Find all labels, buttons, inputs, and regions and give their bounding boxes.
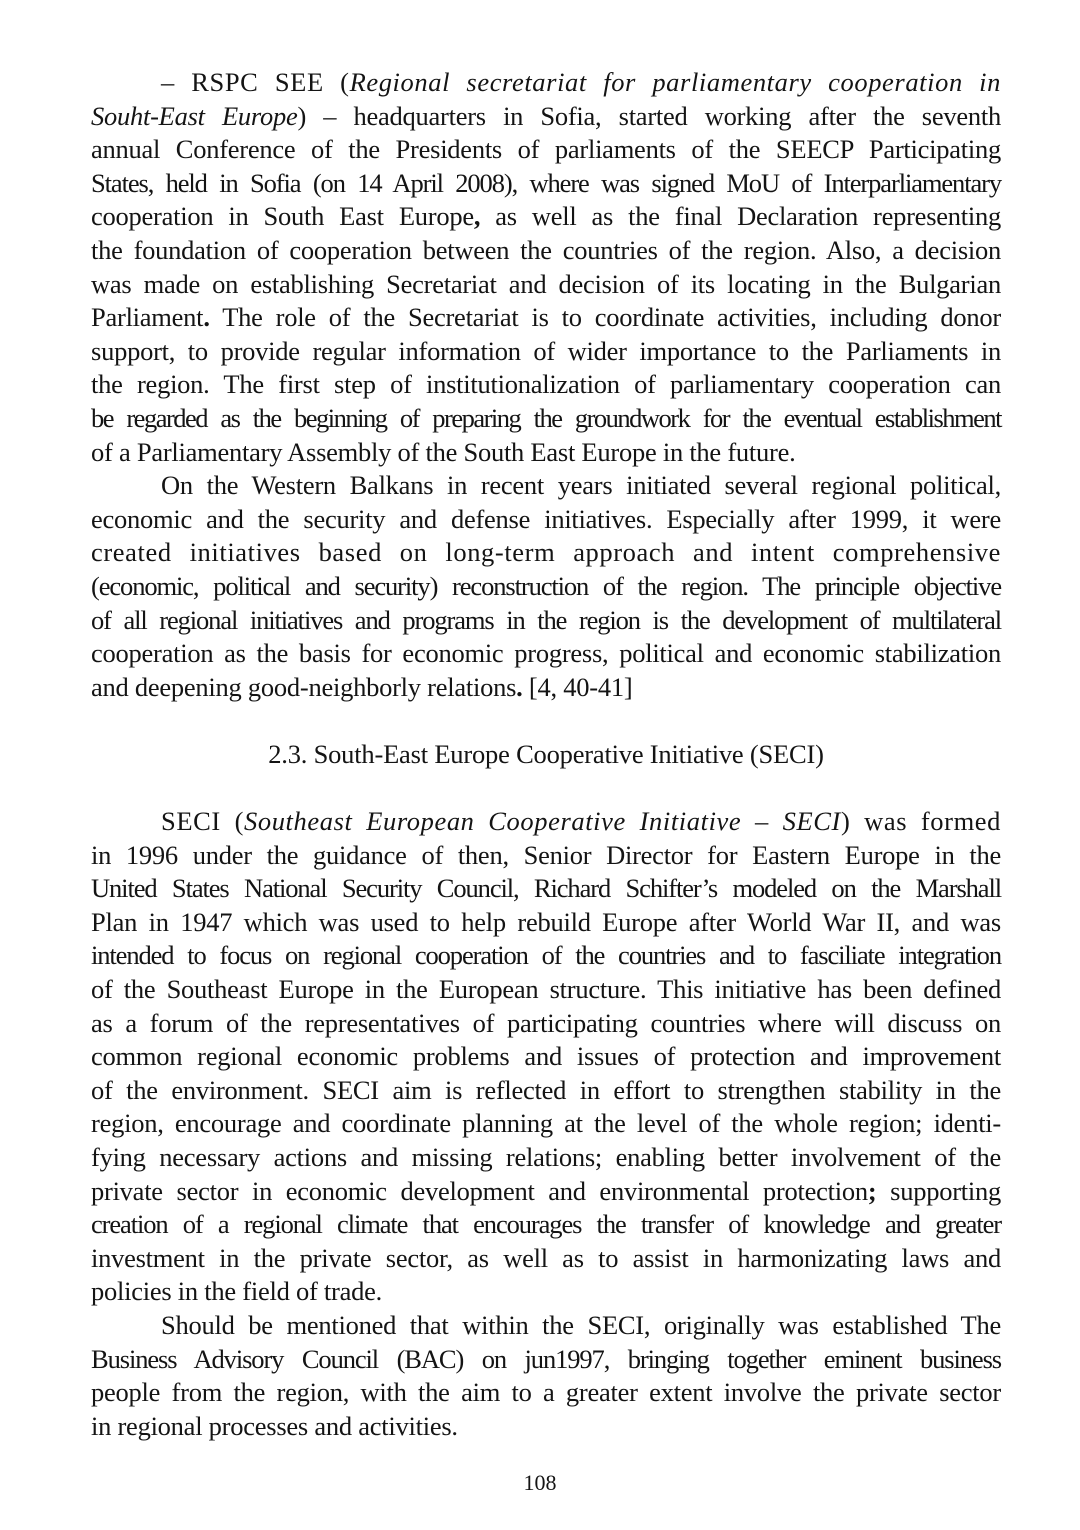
text-line: investment in the private sector, as well as to assist in harmonizating laws and (91, 1242, 1001, 1273)
text-line: policies in the field of trade. (91, 1276, 383, 1307)
bold-run: . (203, 302, 210, 333)
text-line: of the environment. SECI aim is reflected in effort to strengthen stability in the (91, 1074, 1001, 1105)
text-line: States, held in Sofia (on 14 April 2008), where was signed MoU of Interparliamentary (91, 167, 1001, 198)
text-line: be regarded as the beginning of preparing the groundwork for the eventual establishment (91, 402, 1001, 433)
text-line: region, encourage and coordinate planning at the level of the whole region; identi- (91, 1108, 1001, 1139)
text-line (91, 805, 1001, 839)
text-run: supporting (876, 1175, 1001, 1206)
text-run: and deepening good-neighborly relations (91, 671, 517, 702)
page-number: 108 (523, 1470, 557, 1495)
text-run: Parliament (91, 302, 204, 333)
text-line: (economic, political and security) reconstruction of the region. The principle objective (91, 570, 1001, 601)
citation: [4, 40-41] (522, 671, 633, 702)
paragraph-rspc-see (91, 66, 1001, 469)
text-line: On the Western Balkans in recent years initiated several regional political, (161, 470, 1001, 501)
bold-run: ; (867, 1175, 877, 1206)
bold-run: . (516, 671, 523, 702)
text-line: created initiatives based on long-term approach and intent comprehensive (91, 537, 1001, 568)
document-page (91, 66, 1001, 1443)
text-run: SECI ( (161, 806, 244, 837)
text-line (91, 66, 1001, 100)
text-line: cooperation as the basis for economic progress, political and economic stabilization (91, 638, 1001, 669)
text-line: of all regional initiatives and programs in the region is the development of multilateral (91, 604, 1001, 635)
spacer (91, 771, 1001, 805)
text-line (91, 671, 1001, 705)
text-line: common regional economic problems and issues of protection and improvement (91, 1041, 1001, 1072)
text-line (91, 200, 1001, 234)
text-run: ) – headquarters in Sofia, started working after the seventh (297, 100, 1001, 131)
text-run: ) was formed (840, 806, 1001, 837)
italic-run: Southeast European Cooperative Initiative – SECI (244, 806, 841, 837)
paragraph-western-balkans (91, 469, 1001, 704)
text-line: of a Parliamentary Assembly of the South East Europe in the future. (91, 436, 796, 467)
text-line (91, 1175, 1001, 1209)
bold-run: , (473, 201, 481, 232)
section-heading: 2.3. South-East Europe Cooperative Initiative (SECI) (268, 738, 824, 769)
italic-run: Souht-East Europe (91, 100, 298, 131)
text-run: – RSPC SEE ( (161, 67, 350, 97)
text-line: in 1996 under the guidance of then, Senior Director for Eastern Europe in the (91, 839, 1001, 870)
text-line: of the Southeast Europe in the European structure. This initiative has been defined (91, 974, 1001, 1005)
text-line: was made on establishing Secretariat and decision of its locating in the Bulgarian (91, 268, 1001, 299)
text-line: creation of a regional climate that encourages the transfer of knowledge and greater (91, 1209, 1001, 1240)
text-line: the foundation of cooperation between the countries of the region. Also, a decision (91, 234, 1001, 265)
text-line: as a forum of the representatives of participating countries where will discuss on (91, 1007, 1001, 1038)
paragraph-bac (91, 1309, 1001, 1443)
text-line: fying necessary actions and missing relations; enabling better involvement of the (91, 1142, 1001, 1172)
text-line: United States National Security Council, Richard Schifter’s modeled on the Marshall (91, 873, 1001, 904)
text-line: annual Conference of the Presidents of parliaments of the SEECP Participating (91, 134, 1001, 165)
text-line: support, to provide regular information of wider importance to the Parliaments in (91, 335, 1001, 366)
text-line: in regional processes and activities. (91, 1410, 458, 1441)
text-run: The role of the Secretariat is to coordinate activities, including donor (209, 302, 1001, 333)
text-line: economic and the security and defense initiatives. Especially after 1999, it were (91, 503, 1001, 534)
text-line: Plan in 1947 which was used to help rebuild Europe after World War II, and was (91, 906, 1001, 937)
italic-run: Regional secretariat for parliamentary cooperation in (349, 67, 1001, 97)
text-run: cooperation in South East Europe (91, 201, 474, 232)
paragraph-seci (91, 805, 1001, 1309)
text-line: intended to focus on regional cooperation of the countries and to fasciliate integration (91, 940, 1001, 971)
text-line (91, 301, 1001, 335)
text-line: people from the region, with the aim to a greater extent involve the private sector (91, 1377, 1001, 1408)
text-run: as well as the final Declaration representing (480, 201, 1001, 232)
text-line (91, 100, 1001, 134)
text-line: Business Advisory Council (BAC) on jun1997, bringing together eminent business (91, 1343, 1001, 1374)
spacer (91, 704, 1001, 738)
text-run: private sector in economic development and environmental protection (91, 1175, 868, 1206)
text-line: the region. The first step of institutionalization of parliamentary cooperation can (91, 369, 1001, 400)
text-line: Should be mentioned that within the SECI, originally was established The (161, 1309, 1001, 1340)
